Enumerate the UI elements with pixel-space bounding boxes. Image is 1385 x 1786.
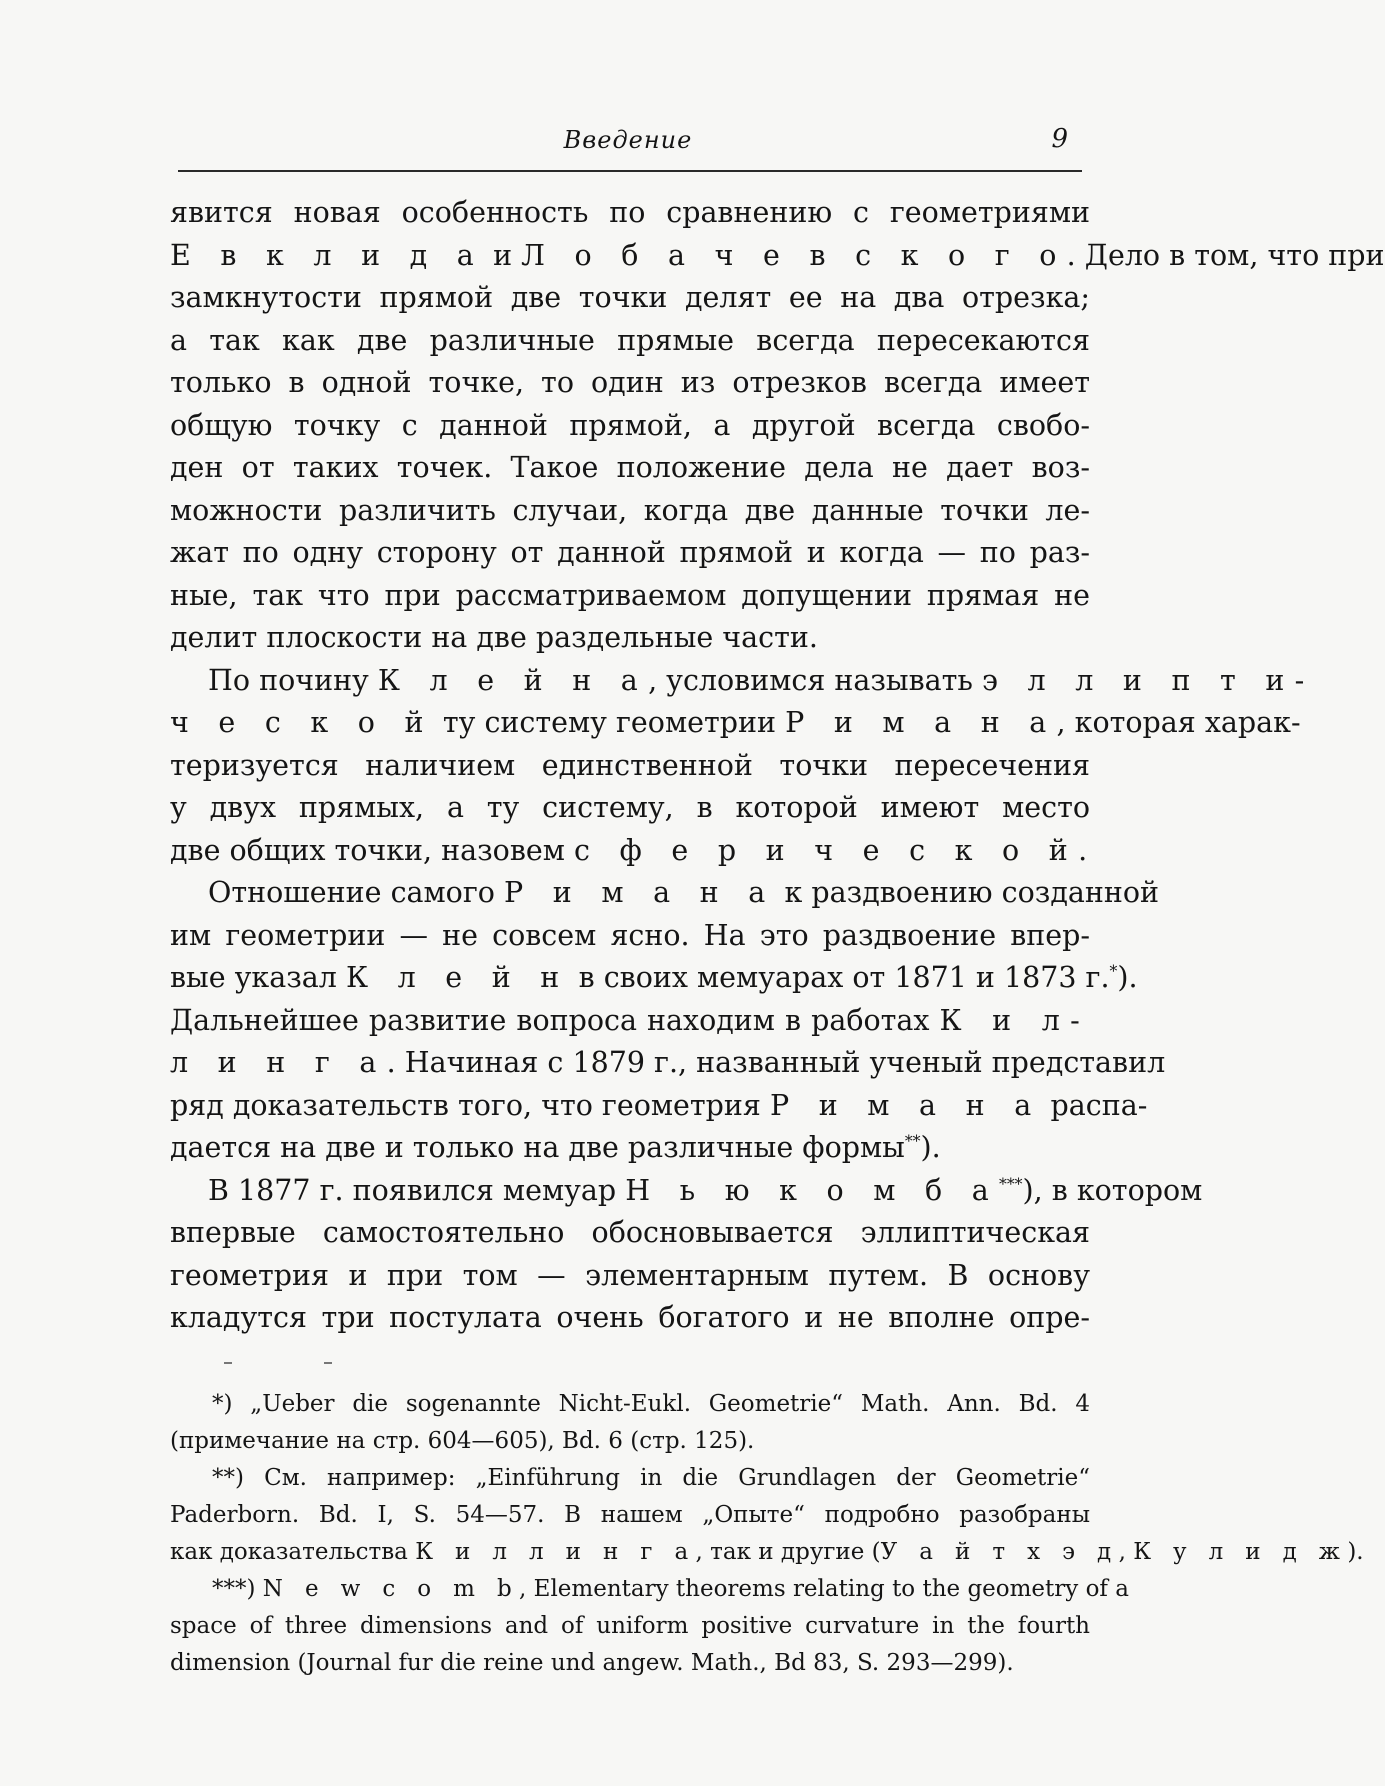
footnote-1 (170, 1386, 1090, 1460)
footnote-marker: *** (999, 1174, 1023, 1193)
text-run: к раздвоению созданной (775, 876, 1160, 909)
footnote-line: dimension (Journal fur die reine und angew. Math., Bd 83, S. 293—299). (170, 1650, 1014, 1676)
text-line: а так как две различные прямые всегда пересекаются (170, 323, 1090, 357)
text-line: геометрия и при том — элементарным путем. В основу (170, 1258, 1090, 1292)
text-line: впервые самостоятельно обосновывается эллиптическая (170, 1216, 1090, 1249)
text-line: кладутся три постулата очень богатого и не вполне опре- (170, 1301, 1090, 1334)
text-line: у двух прямых, а ту систему, в которой имеют место (170, 791, 1090, 824)
spaced-term: с ф е р и ч е с к о й (573, 833, 1079, 867)
text-run: . Дело в том, что при (1066, 238, 1385, 272)
text-run: две общих точки, назовем (170, 833, 574, 867)
text-line (170, 660, 1315, 703)
text-line (170, 702, 1301, 745)
text-run: , которая харак- (1056, 706, 1301, 739)
text-line (170, 1042, 1166, 1085)
spaced-name-newcomb: N e w c o m b (262, 1576, 520, 1602)
text-run: ), в котором (1022, 1173, 1203, 1207)
spaced-name-killing: К и л- (939, 1003, 1090, 1037)
spaced-name-killing: К и л л и н г а (415, 1539, 696, 1565)
text-run: ***) (212, 1576, 263, 1602)
text-line (170, 957, 1138, 1000)
separator-dash (324, 1362, 332, 1364)
text-line: жат по одну сторону от данной прямой и когда — по раз- (170, 536, 1090, 569)
footnote-line: (примечание на стр. 604—605), Bd. 6 (стр. 125). (170, 1428, 755, 1454)
text-run: ту систему геометрии (433, 706, 786, 739)
text-line (170, 872, 1160, 915)
paragraph-2 (170, 660, 1315, 873)
text-run: В 1877 г. появился мемуар (208, 1173, 626, 1207)
spaced-name-killing: л и н г а (170, 1046, 387, 1079)
text-run: . Начиная с 1879 г., названный ученый представил (386, 1046, 1166, 1079)
text-run: . (1078, 833, 1088, 867)
text-run: вые указал (170, 961, 346, 994)
text-line: можности различить случаи, когда две данные точки ле- (170, 493, 1090, 527)
text-line: ные, так что при рассматриваемом допущении прямая не (170, 578, 1090, 612)
text-line: явится новая особенность по сравнению с геометриями (170, 196, 1090, 229)
paragraph-1 (170, 192, 1385, 660)
page-number: 9 (1051, 124, 1068, 154)
text-run: распа- (1041, 1088, 1148, 1122)
footnote-3 (170, 1571, 1129, 1682)
text-line: замкнутости прямой две точки делят ее на два отрезка; (170, 281, 1090, 314)
spaced-term: ч е с к о й (170, 706, 434, 739)
spaced-name-klein: К л е й н а (377, 663, 649, 697)
footnotes (170, 1386, 1364, 1682)
text-run: , так и другие ( (695, 1539, 881, 1565)
text-line (170, 1127, 1090, 1170)
text-run: ). (1347, 1539, 1364, 1565)
text-line: общую точку с данной прямой, а другой всегда свобо- (170, 408, 1090, 442)
text-run: ). (920, 1131, 941, 1164)
footnote-line (170, 1534, 1364, 1571)
footnote-marker: ** (904, 1131, 921, 1151)
spaced-name-newcomb: Н ь ю к о м б а (625, 1173, 999, 1207)
main-text (170, 192, 1385, 1340)
text-run: , Elementary theorems relating to the geometry of a (519, 1576, 1129, 1602)
text-run: По почину (208, 663, 378, 697)
spaced-name-coolidge: К у л и д ж (1133, 1539, 1348, 1565)
spaced-name-riemann: Р и м а н а (785, 706, 1057, 739)
text-run: и (484, 238, 522, 272)
header-rule (178, 170, 1082, 172)
text-line: только в одной точке, то один из отрезков всегда имеет (170, 366, 1090, 399)
footnote-line: *) „Ueber die sogenannte Nicht-Eukl. Geometrie“ Math. Ann. Bd. 4 (212, 1391, 1090, 1417)
text-run: как доказательства (170, 1539, 416, 1565)
footnote-line: space of three dimensions and of uniform positive curvature in the fourth (170, 1613, 1090, 1639)
text-run: ). (1117, 961, 1138, 994)
text-line (170, 1085, 1148, 1128)
footnote-line (170, 1571, 1129, 1608)
footnote-marker: * (1109, 961, 1118, 981)
text-line (170, 830, 1090, 873)
text-run: ряд доказательств того, что геометрия (170, 1088, 770, 1122)
paragraph-3 (170, 872, 1166, 1170)
paragraph-4 (170, 1170, 1203, 1340)
text-run: дается на две и только на две различные формы (170, 1131, 905, 1164)
text-line (170, 1170, 1203, 1213)
text-run: Дальнейшее развитие вопроса находим в работах (170, 1003, 940, 1037)
spaced-name-klein: К л е й н (345, 961, 570, 994)
text-line (170, 1000, 1090, 1043)
separator-dash (224, 1362, 232, 1364)
header-title: Введение (563, 126, 693, 154)
text-line (170, 235, 1385, 278)
spaced-name-riemann: Р и м а н а (504, 876, 776, 909)
text-line: им геометрии — не совсем ясно. На это раздвоение впер- (170, 918, 1090, 952)
running-header (178, 118, 1078, 158)
footnote-line: **) См. например: „Einführung in die Grundlagen der Geometrie“ (212, 1465, 1090, 1491)
text-run: Отношение самого (208, 876, 504, 909)
text-line: ден от таких точек. Такое положение дела не дает воз- (170, 451, 1090, 484)
text-run: в своих мемуарах от 1871 и 1873 г. (569, 961, 1110, 994)
spaced-name-riemann: Р и м а н а (769, 1088, 1042, 1122)
spaced-term: э л л и п т и- (981, 663, 1315, 697)
footnote-line: Paderborn. Bd. I, S. 54—57. В нашем „Опыте“ подробно разобраны (170, 1502, 1090, 1528)
spaced-name-whitehead: У а й т х э д (880, 1539, 1119, 1565)
text-run: , условимся называть (648, 663, 982, 697)
spaced-name-euclid: Е в к л и д а (170, 238, 485, 272)
spaced-name-lobachevsky: Л о б а ч е в с к о г о (521, 238, 1067, 272)
text-line: делит плоскости на две раздельные части. (170, 621, 818, 654)
text-run: , (1118, 1539, 1134, 1565)
footnote-2 (170, 1460, 1364, 1571)
text-line: теризуется наличием единственной точки пересечения (170, 748, 1090, 782)
